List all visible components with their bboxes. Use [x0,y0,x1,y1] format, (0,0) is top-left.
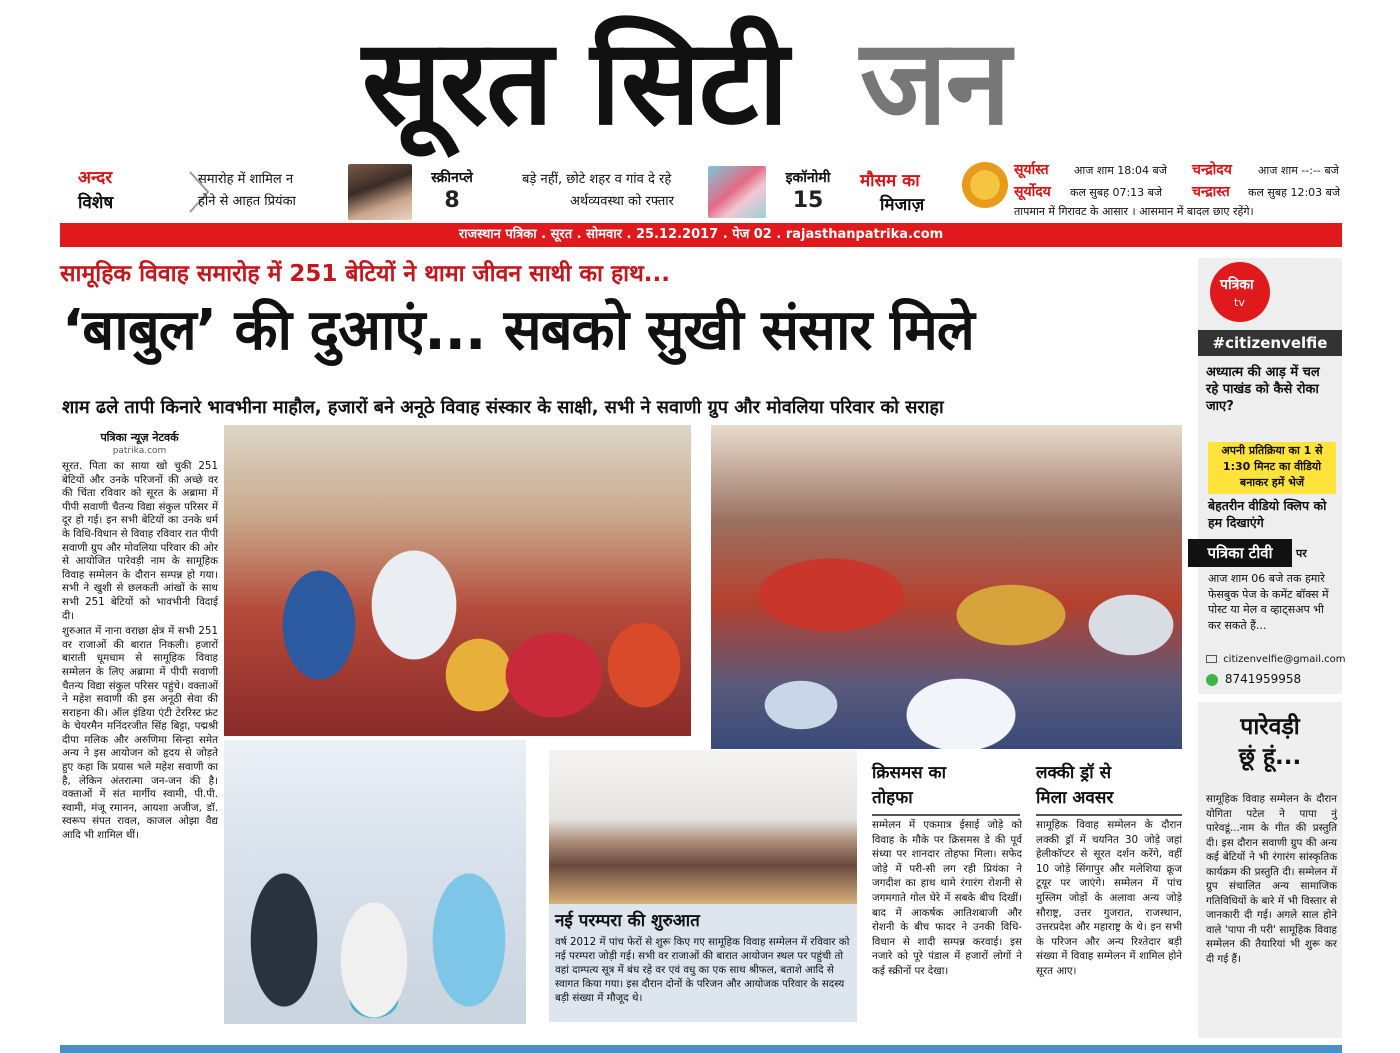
sidebar-best-clip: बेहतरीन वीडियो क्लिप को हम दिखाएंगे [1208,498,1327,530]
whatsapp-icon [1206,674,1218,686]
index-item2-line1[interactable]: बड़े नहीं, छोटे शहर व गांव दे रहे [522,172,672,187]
sunset-value: आज शाम 18:04 बजे [1074,164,1167,177]
index-item1-category: स्क्रीनप्ले [431,170,473,186]
sidebar-info: आज शाम 06 बजे तक हमारे फेसबुक पेज के कमेंट बॉक्स में पोस्ट या मेल व व्हाट्सअप भी कर सकते हैं... [1208,572,1329,632]
sidebar-instructions: अपनी प्रतिक्रिया का 1 से 1:30 मिनट का वीडियो बनाकर हमें भेजें [1208,442,1336,494]
index-andar-label: अन्दर [78,168,113,188]
sidebar-phone[interactable] [1206,672,1301,686]
story-body-paragraph: शुरुआत में नाना वराछा क्षेत्र में सभी 251 वर राजाओं की बारात निकली। हजारों बाराती धूमधाम से सामूहिक विवाह सम्मेलन के लिए अब्रामा में पीपी सवाणी चैतन्य विद्या संकुल परिसर पहुंचे। वक्ताओं ने महेश सवाणी की इस अनूठी सेवा की सराहना की। ऑल इंडिया एंटी टेररिस्ट फ्रंट के चेयरमैन मनिंदरजीत सिंह बिट्टा, पद्मश्री दीपा मलिक और अरुणिमा सिन्हा समेत अन्य ने इस आयोजन को हृदय से जोड़ते हुए कहा कि प्रयास भले महेश सवाणी का है, लेकिन अंतरात्मा जन-जन की है। वक्ताओं में संत मार्गीय स्वामी, पी.पी. स्वामी, मंजू रमानन, आयशा अजीज, डॉ. स्वरूप संपत रावल, काजल ओझा वैद्य आदि भी शामिल थीं। [62,625,218,842]
index-item1-page: 8 [444,188,460,213]
index-item2-page: 15 [792,188,824,213]
byline: पत्रिका न्यूज़ नेटवर्क [100,431,179,444]
moonset-value: कल सुबह 12:03 बजे [1248,186,1341,199]
lucky-title-1: लक्की ड्रॉ से [1036,763,1112,783]
story-headline: ‘बाबुल’ की दुआएं... सबको सुखी संसार मिले [62,298,974,363]
pareevadi-text: सामूहिक विवाह सम्मेलन के दौरान योगिता पटेल ने पापा नुं पारेवडूं...नाम के गीत की प्रस्तुति दी। इस दौरान सवाणी ग्रुप की अन्य कई बेटियों ने भी रंगारंग सांस्कृतिक कार्यक्रम की प्रस्तुति दी। सम्मेलन में ग्रुप संचालित अन्य सामाजिक गतिविधियों के बारे में भी विस्तार से जानकारी दी गई। अगले साल होने वाले 'पापा नी परी' सामूहिक विवाह सम्मेलन की तैयारियां भी शुरू कर दी गई हैं। [1206,793,1337,965]
bottom-bar [60,1045,1342,1053]
index-item1-line2[interactable]: होने से आहत प्रियंका [198,194,296,209]
christmas-title-1: क्रिसमस का [872,763,946,783]
divider [1036,814,1182,816]
index-item2-category: इकॉनोमी [785,170,831,186]
caption-text: वर्ष 2012 में पांच फेरों से शुरू किए गए सामूहिक विवाह सम्मेलन में रविवार को नई परम्परा जोड़ी गई। सभी वर राजाओं की बारात आयोजन स्थल पर पहुंची तो वहां दाम्पत्य सूत्र में बंध रहे वर एवं वधु का एक साथ श्रीफल, बताशे आदि से स्वागत किया गया। इस दौरान दोनों के परिजन और आयोजक परिवार के सदस्य बड़ी संख्या में मौजूद थे। [555,936,850,1004]
story-kicker: सामूहिक विवाह समारोह में 251 बेटियों ने थामा जीवन साथी का हाथ... [60,261,671,287]
christmas-title-2: तोहफा [872,788,913,808]
sidebar-email-text[interactable]: citizenvelfie@gmail.com [1223,654,1346,665]
index-strip [60,160,1342,222]
sidebar-phone-text[interactable]: 8741959958 [1224,672,1302,686]
index-item2-thumbnail [708,166,766,218]
caption-title: नई परम्परा की शुरुआत [555,911,700,931]
caption-box [549,904,857,1022]
sidebar-question: अध्यात्म की आड़ में चल रहे पाखंड को कैसे रोका जाए? [1206,365,1320,414]
sunrise-label: सूर्योदय [1014,184,1051,200]
masthead-title-grey: जन [860,13,1010,151]
masthead-title-dark: सूरत सिटी [362,13,787,151]
pareevadi-title [1198,712,1342,772]
pareevadi-title-line2: छूं हूं... [1238,744,1302,770]
moonrise-label: चन्द्रोदय [1192,162,1232,178]
mail-icon [1206,655,1217,663]
wedding-photo-2 [711,425,1182,749]
patrika-tv-suffix: पर [1296,547,1307,560]
index-vishesh-label: विशेष [78,193,114,213]
patrika-tv-logo-sub: tv [1234,296,1245,309]
sunrise-value: कल सुबह 07:13 बजे [1070,186,1163,199]
masthead [0,0,1400,160]
patrika-tv-logo-text: पत्रिका [1220,277,1254,293]
patrika-tv-logo [1210,262,1270,322]
pareevadi-title-line1: पारेवड़ी [1240,714,1300,740]
couple-gift-photo [224,740,526,1024]
story-subhead: शाम ढले तापी किनारे भावभीना माहौल, हजारों बने अनूठे विवाह संस्कार के साक्षी, सभी ने सवाणी ग्रुप और मोवलिया परिवार को सराहा [62,397,944,418]
wedding-photo-1 [224,425,691,736]
index-item1-thumbnail [348,164,412,220]
lucky-text: सामूहिक विवाह सम्मेलन के दौरान लक्की ड्रॉ में चयनित 30 जोड़े जहां हेलीकॉप्टर से सूरत दर्शन करेंगे, वहीं 10 जोड़े सिंगापुर और मलेशिया क्रूज टूयूर पर जाएंगे। सम्मेलन में पांच मुस्लिम जोड़ों के अलावा अन्य जोड़े सौराष्ट्र, उत्तर गुजरात, राजस्थान, उत्तरप्रदेश और महाराष्ट्र के थे। इन सभी के परिजन और अन्य रिश्तेदार बड़ी संख्या में विवाह सम्मेलन में शामिल होने सूरत आए। [1036,819,1182,977]
sidebar-email[interactable] [1206,654,1346,665]
stage-guests-photo [549,750,857,904]
moonrise-value: आज शाम --:-- बजे [1258,164,1339,177]
mausam-label-1: मौसम का [860,171,920,191]
mausam-label-2: मिजाज़ [880,195,925,215]
sunset-label: सूर्यास्त [1014,162,1049,178]
index-item2-line2[interactable]: अर्थव्यवस्था को रफ्तार [570,194,674,209]
story-body-paragraph: सूरत. पिता का साया खो चुकी 251 बेटियों और उनके परिजनों की अच्छे वर की चिंता रविवार को सूरत के अब्रामा में पीपी सवाणी चैतन्य विद्या संकुल परिसर में दूर हो गई। इन सभी बेटियों का उनके धर्म के विधि-विधान से विवाह रविवार रात पीपी सवाणी ग्रुप और मोवलिया परिवार की ओर से आयोजित पारेवड़ी नाम के सामूहिक विवाह सम्मेलन के दौरान सम्पन्न हो गया। सभी ने खुशी से छलकती आंखों के साथ सभी 251 बेटियों को भावभीनी विदाई दी। [62,460,218,622]
index-item1-line1[interactable]: समारोह में शामिल न [198,172,294,187]
date-bar: राजस्थान पत्रिका . सूरत . सोमवार . 25.12.2017 . पेज 02 . rajasthanpatrika.com [60,223,1342,247]
moonset-label: चन्द्रास्त [1192,184,1230,200]
hashtag-banner: #citizenvelfie [1198,330,1342,356]
weather-note: तापमान में गिरावट के आसार । आसमान में बादल छाए रहेंगे। [1014,205,1254,218]
divider [872,814,1020,816]
story-body [62,460,218,845]
lucky-title-2: मिला अवसर [1036,788,1114,808]
patrika-tv-banner: पत्रिका टीवी [1188,539,1292,567]
byline-site: patrika.com [112,446,167,456]
sun-icon [962,162,1008,208]
christmas-text: सम्मेलन में एकमात्र ईसाई जोड़े को विवाह के मौके पर क्रिसमस डे की पूर्व संध्या पर शानदार तोहफा मिला। सफेद जोड़े में परी-सी लग रही प्रियंका ने जगदीश का हाथ थामे रंगारंग रोशनी से जगमगाते गोल घेरे में सबके बीच दिखीं। बाद में आकर्षक आतिशबाजी और रोशनी के बीच फादर ने उनकी विधि-विधान से शादी सम्पन्न करवाई। इस नजारे को पूरे पंडाल में हजारों लोगों ने कई स्क्रीनों पर देखा। [872,819,1022,977]
